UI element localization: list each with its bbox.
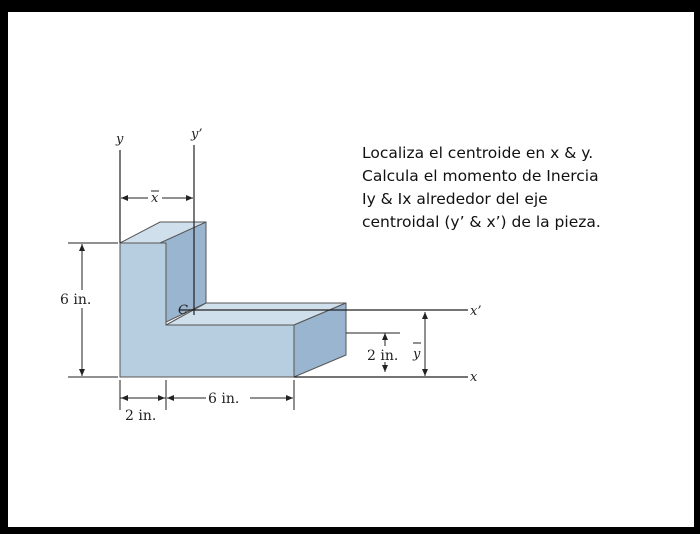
x-axis-label: x xyxy=(470,370,478,385)
y-bar-label: y xyxy=(413,347,421,362)
task-line: centroidal (y’ & x’) de la pieza. xyxy=(362,213,601,231)
task-line: Iy & Ix alrededor del eje xyxy=(362,190,548,208)
height-arrow-top xyxy=(79,244,85,251)
x-bar-arrow-left xyxy=(121,195,128,201)
width-label: 6 in. xyxy=(208,391,240,407)
leg-thickness-arrow-left xyxy=(121,395,128,401)
height-label: 6 in. xyxy=(60,292,92,308)
y-bar-arrow-top xyxy=(422,312,428,319)
leg-thickness-label: 2 in. xyxy=(125,408,157,424)
height-arrow-bottom xyxy=(79,369,85,376)
task-line: Localiza el centroide en x & y. xyxy=(362,144,594,162)
task-instructions xyxy=(362,142,662,234)
y-prime-axis-label: y’ xyxy=(191,127,203,142)
centroid-label: C xyxy=(178,303,188,318)
width-arrow-right xyxy=(286,395,293,401)
flange-thickness-label: 2 in. xyxy=(367,348,399,364)
x-bar-arrow-right xyxy=(186,195,193,201)
leg-thickness-arrow-right xyxy=(158,395,165,401)
x-prime-axis-label: x’ xyxy=(470,304,482,319)
y-bar-arrow-bottom xyxy=(422,369,428,376)
y-axis-label: y xyxy=(116,132,124,147)
width-arrow-left xyxy=(167,395,174,401)
flange-thickness-arrow-bottom xyxy=(382,365,388,372)
flange-thickness-arrow-top xyxy=(382,333,388,340)
x-bar-label: x xyxy=(151,191,159,206)
task-line: Calcula el momento de Inercia xyxy=(362,167,599,185)
